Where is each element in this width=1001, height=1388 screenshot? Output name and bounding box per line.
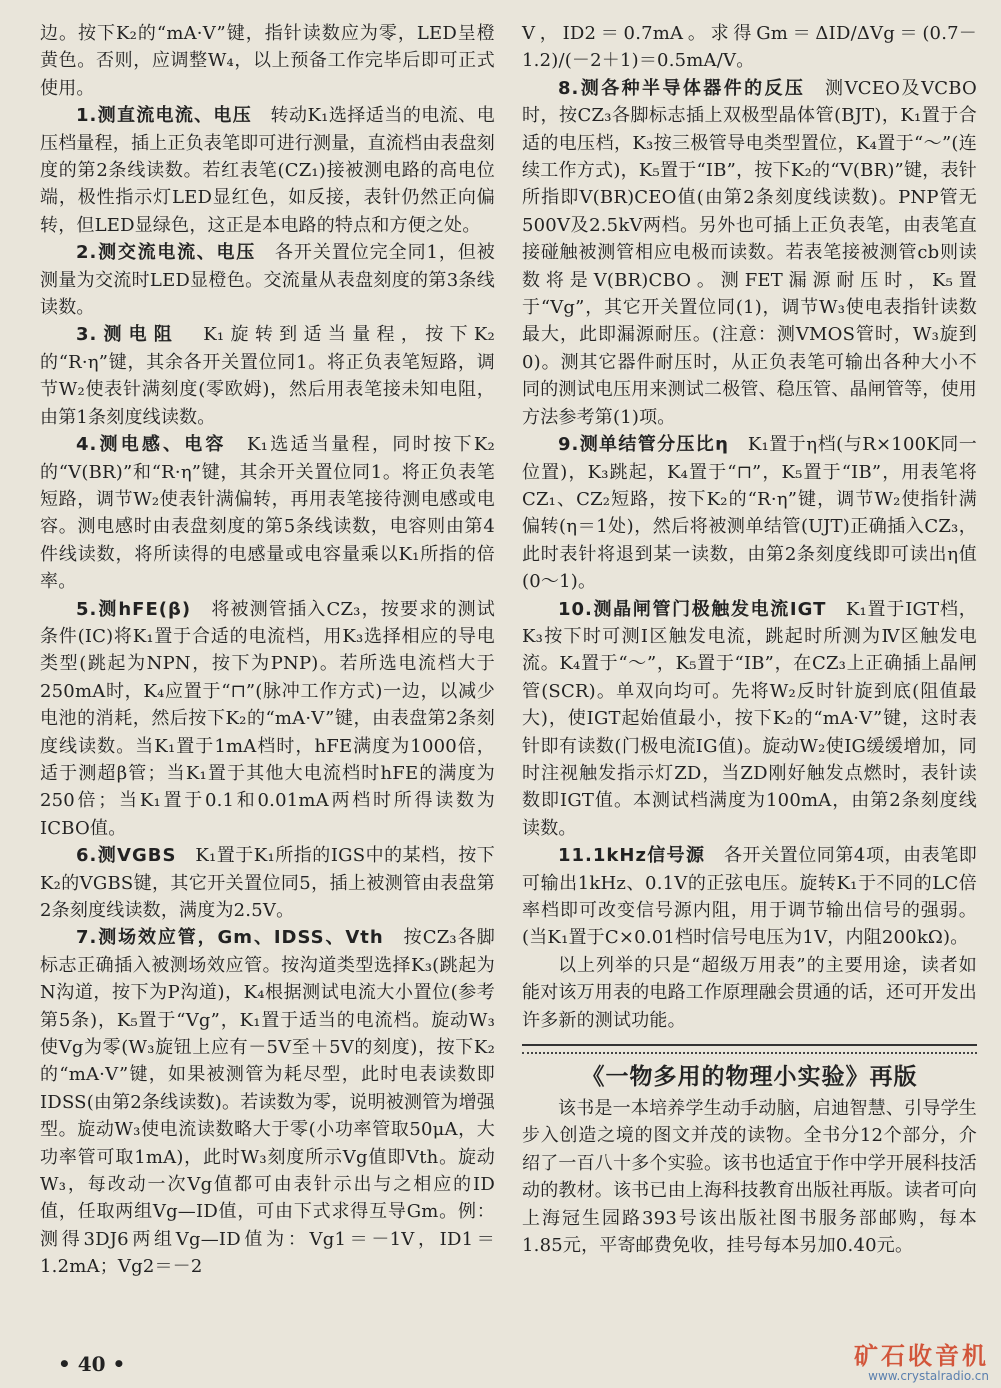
- section-title: 5.测hFE(β): [76, 598, 192, 620]
- section-title: 11.1kHz信号源: [558, 845, 706, 867]
- paragraph: [522, 596, 977, 843]
- section-title: 1.测直流电流、电压: [76, 105, 252, 127]
- paragraph: [522, 75, 977, 431]
- section-title: 4.测电感、电容: [76, 434, 227, 456]
- paragraph-text: 各开关置位同第4项，由表笔即可输出1kHz、0.1V的正弦电压。旋转K₁于不同的LC倍率档即可改变信号源内阻，用于调节输出信号的强弱。(当K₁置于C×0.01档时信号电压为1V，内阻200kΩ)。: [522, 845, 977, 949]
- paragraph: [522, 20, 977, 75]
- paragraph-text: K₁旋转到适当量程，按下K₂的“R·η”键，其余各开关置位同1。将正负表笔短路，调节W₂使表针满刻度(零欧姆)，然后用表笔接未知电阻，由第1条刻度线读数。: [40, 324, 495, 428]
- paragraph: [40, 102, 495, 239]
- section-title: 8.测各种半导体器件的反压: [558, 77, 806, 99]
- paragraph-text: 将被测管插入CZ₃，按要求的测试条件(IC)将K₁置于合适的电流档，用K₃选择相应的导电类型(跳起为NPN，按下为PNP)。若所选电流档大于250mA时，K₄应置于“⊓”(脉冲工作方式)一边，以减少电池的消耗，然后按下K₂的“mA·V”键，由表盘第2条刻度线读数。当K₁置于1mA档时，hFE满度为1000倍，适于测超β管；当K₁置于其他大电流档时hFE的满度为250倍；当K₁置于0.1和0.01mA两档时所得读数为ICBO值。: [40, 598, 495, 839]
- paragraph-text: K₁置于K₁所指的IGS中的某档，按下K₂的VGBS键，其它开关置位同5，插上被测管由表盘第2条刻度线读数，满度为2.5V。: [40, 845, 496, 921]
- paragraph: [40, 431, 495, 595]
- paragraph-text: K₁选适当量程，同时按下K₂的“V(BR)”和“R·η”键，其余开关置位同1。将正负表笔短路，调节W₂使表针满偏转，再用表笔接待测电感或电容。测电感时由表盘刻度的第5条线读数，电容则由第4件线读数，将所读得的电感量或电容量乘以K₁所指的倍率。: [40, 434, 495, 593]
- section-title: 6.测VGBS: [76, 845, 177, 867]
- paragraph-text: 边。按下K₂的“mA·V”键，指针读数应为零，LED呈橙黄色。否则，应调整W₄，以上预备工作完毕后即可正式使用。: [40, 23, 495, 99]
- paragraph: [522, 431, 977, 595]
- ad-title: 《一物多用的物理小实验》再版: [581, 1064, 918, 1091]
- paragraph: [40, 321, 495, 431]
- paragraph-text: K₁置于IGT档，K₃按下时可测Ⅰ区触发电流，跳起时所测为Ⅳ区触发电流。K₄置于“～”，K₅置于“IB”，在CZ₃上正确插上晶闸管(SCR)。单双向均可。先将W₂反时针旋到底(阻值最大)，使IGT起始值最小，按下K₂的“mA·V”键，这时表针即有读数(门极电流IG值)。旋动W₂使IG缓缓增加，同时注视触发指示灯ZD，当ZD刚好触发点燃时，表针读数即IGT值。本测试档满度为100mA，由第2条刻度线读数。: [522, 598, 977, 839]
- paragraph: [40, 596, 495, 843]
- divider: [522, 1044, 977, 1054]
- left-column: [40, 20, 495, 1281]
- paragraph: [40, 20, 495, 102]
- paragraph-text: K₁置于η档(与R×100K同一位置)，K₃跳起，K₄置于“⊓”，K₅置于“IB”，用表笔将CZ₁、CZ₂短路，按下K₂的“R·η”键，调节W₂使指针满偏转(η＝1处)，然后将被测单结管(UJT)正确插入CZ₃，此时表针将退到某一读数，由第2条刻度线即可读出η值(0～1)。: [522, 434, 977, 593]
- right-column: [522, 20, 977, 1259]
- section-title: 10.测晶闸管门极触发电流IGT: [558, 598, 827, 620]
- section-title: 9.测单结管分压比η: [558, 434, 729, 456]
- watermark-text: 矿石收音机: [854, 1342, 989, 1370]
- watermark: [854, 1343, 989, 1383]
- watermark-url: www.crystalradio.cn: [868, 1369, 989, 1383]
- paragraph-text: 各开关置位完全同1，但被测量为交流时LED显橙色。交流量从表盘刻度的第3条线读数。: [40, 242, 495, 319]
- ad-text: 该书是一本培养学生动手动脑，启迪智慧、引导学生步入创造之境的图文并茂的读物。全书分12个部分，介绍了一百八十多个实验。该书也适宜于作中学开展科技活动的教材。该书已由上海科技教育出版社再版。读者可向上海冠生园路393号该出版社图书服务部邮购，每本1.85元，平寄邮费免收，挂号每本另加0.40元。: [522, 1098, 977, 1257]
- paragraph: [522, 952, 977, 1034]
- paragraph-text: 测VCEO及VCBO时，按CZ₃各脚标志插上双极型晶体管(BJT)，K₁置于合适的电压档，K₃按三极管导电类型置位，K₄置于“～”(连续工作方式)，K₅置于“IB”，按下K₂的“V(BR)”键，表针所指即V(BR)CEO值(由第2条刻度线读数)。PNP管无500V及2.5kV两档。另外也可插上正负表笔，由表笔直接碰触被测管相应电极而读数。若表笔接被测管cb则读数将是V(BR)CBO。测FET漏源耐压时，K₅置于“Vg”，其它开关置位同(1)，调节W₃使电表指针读数最大，此即漏源耐压。(注意：测VMOS管时，W₃旋到0)。测其它器件耐压时，从正负表笔可输出各种大小不同的测试电压用来测试二极管、稳压管、晶闸管等，使用方法参考第(1)项。: [522, 77, 977, 428]
- paragraph: [40, 842, 495, 924]
- paragraph-text: V，ID2＝0.7mA。求得Gm＝ΔID/ΔVg＝(0.7－1.2)/(－2＋1)＝0.5mA/V。: [522, 23, 977, 72]
- page-number: • 40 •: [58, 1352, 126, 1376]
- paragraph-text: 按CZ₃各脚标志正确插入被测场效应管。按沟道类型选择K₃(跳起为N沟道，按下为P沟道)，K₄根据测试电流大小置位(参考第5条)，K₅置于“Vg”，K₁置于适当的电流档。旋动W₃使Vg为零(W₃旋钮上应有－5V至＋5V的刻度)，按下K₂的“mA·V”键，如果被测管为耗尽型，此时电表读数即IDSS(由第2条线读数)。若读数为零，说明被测管为增强型。旋动W₃使电流读数略大于零(小功率管取50μA，大功率管可取1mA)，此时W₃刻度所示Vg值即Vth。旋动W₃，每改动一次Vg值都可由表针示出与之相应的ID值，任取两组Vg—ID值，可由下式求得互导Gm。例：测得3DJ6两组Vg—ID值为：Vg1＝－1V，ID1＝1.2mA；Vg2＝－2: [40, 927, 496, 1278]
- paragraph: [40, 239, 495, 321]
- paragraph: [522, 842, 977, 952]
- paragraph: [40, 924, 495, 1280]
- section-title: 2.测交流电流、电压: [76, 242, 257, 264]
- paragraph-text: 转动K₁选择适当的电流、电压档量程，插上正负表笔即可进行测量，直流档由表盘刻度的第2条线读数。若红表笔(CZ₁)接被测电路的高电位端，极性指示灯LED显红色，如反接，表针仍然正向偏转，但LED显绿色，这正是本电路的特点和方便之处。: [40, 105, 495, 236]
- section-title: 7.测场效应管，Gm、IDSS、Vth: [76, 927, 384, 949]
- paragraph-text: 以上列举的只是“超级万用表”的主要用途，读者如能对该万用表的电路工作原理融会贯通的话，还可开发出许多新的测试功能。: [522, 954, 977, 1031]
- section-title: 3.测电阻: [76, 324, 179, 346]
